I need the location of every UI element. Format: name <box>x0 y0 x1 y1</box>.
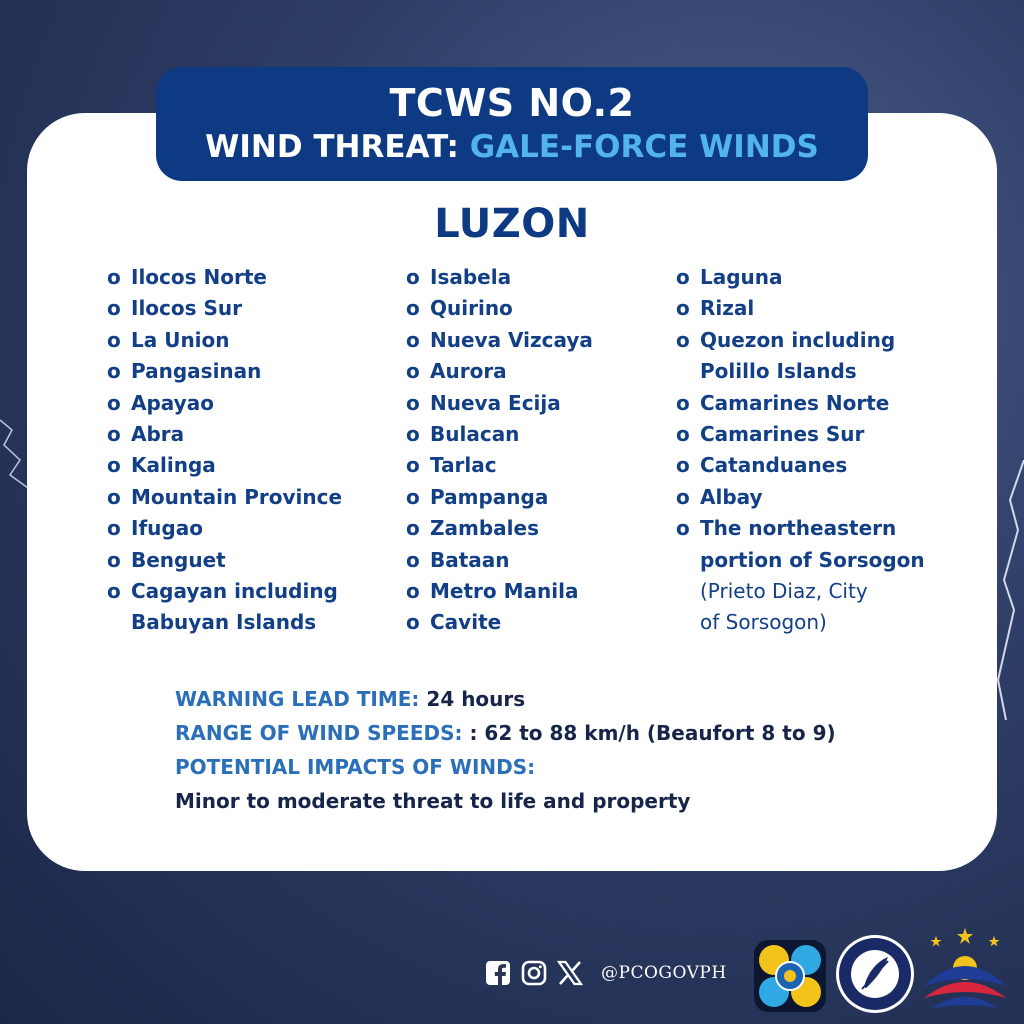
area-list-item <box>406 450 593 481</box>
area-list-column-2 <box>406 262 593 639</box>
bullet-marker: o <box>107 484 121 509</box>
area-list-item <box>406 545 593 576</box>
area-list-item <box>406 576 593 607</box>
bullet-marker: o <box>406 484 420 509</box>
area-name: Rizal <box>700 296 755 321</box>
bullet-marker: o <box>107 422 121 447</box>
area-list-item <box>676 419 925 450</box>
bullet-marker: o <box>406 359 420 384</box>
bullet-marker: o <box>107 327 121 352</box>
area-list-item <box>107 388 342 419</box>
impacts-value: Minor to moderate threat to life and property <box>175 789 691 813</box>
bullet-marker: o <box>676 327 690 352</box>
area-list-item <box>107 450 342 481</box>
area-name: Nueva Vizcaya <box>430 327 593 352</box>
bullet-marker: o <box>406 422 420 447</box>
bullet-marker: o <box>107 453 121 478</box>
area-name: Quezon including <box>700 327 896 352</box>
area-name: Ilocos Norte <box>131 265 267 289</box>
bullet-marker: o <box>406 296 420 321</box>
wind-speed-value: : 62 to 88 km/h (Beaufort 8 to 9) <box>462 721 836 745</box>
warning-info <box>175 682 836 818</box>
area-name: Abra <box>131 422 185 447</box>
bullet-marker: o <box>676 453 690 478</box>
pagasa-logo <box>752 938 828 1014</box>
bullet-marker: o <box>107 359 121 384</box>
instagram-icon[interactable] <box>521 960 547 986</box>
area-list-column-3 <box>676 262 925 639</box>
bullet-marker: o <box>107 516 121 541</box>
area-list-item <box>676 513 925 639</box>
area-name: Nueva Ecija <box>430 390 561 415</box>
area-name: Bulacan <box>430 422 520 447</box>
area-name: Zambales <box>430 516 539 541</box>
area-name-continued: portion of Sorsogon <box>700 547 925 572</box>
facebook-icon[interactable] <box>485 960 511 986</box>
impacts-row <box>175 750 836 784</box>
area-name: Pampanga <box>430 484 549 509</box>
wind-speed-label: RANGE OF WIND SPEEDS: <box>175 721 463 745</box>
area-list-item <box>107 356 342 387</box>
area-note: of Sorsogon) <box>700 610 827 635</box>
bullet-marker: o <box>406 610 420 635</box>
bagong-pilipinas-logo <box>920 926 1010 1016</box>
area-name: Pangasinan <box>131 359 262 384</box>
area-list-item <box>107 482 342 513</box>
bullet-marker: o <box>107 265 121 289</box>
area-list-item <box>107 545 342 576</box>
area-list-item <box>676 293 925 324</box>
area-list-item <box>406 293 593 324</box>
area-list-item <box>406 419 593 450</box>
bullet-marker: o <box>676 390 690 415</box>
area-list-item <box>676 482 925 513</box>
area-name-continued: Babuyan Islands <box>131 610 317 635</box>
impacts-label: POTENTIAL IMPACTS OF WINDS: <box>175 755 536 779</box>
page-title: TCWS NO.2 <box>389 81 635 125</box>
lead-time-value: 24 hours <box>419 687 526 711</box>
bullet-marker: o <box>676 296 690 321</box>
area-list-item <box>406 607 593 638</box>
bullet-marker: o <box>107 579 121 604</box>
area-list-item <box>406 482 593 513</box>
wind-threat-value: GALE-FORCE WINDS <box>469 129 819 165</box>
region-heading: LUZON <box>434 201 590 247</box>
bullet-marker: o <box>107 547 121 572</box>
area-name: Cagayan including <box>131 579 338 604</box>
area-name-continued: Polillo Islands <box>700 359 857 384</box>
bullet-marker: o <box>406 390 420 415</box>
bullet-marker: o <box>107 296 121 321</box>
social-footer <box>485 960 727 986</box>
area-name: Catanduanes <box>700 453 848 478</box>
area-list-item <box>406 356 593 387</box>
lead-time-row <box>175 682 836 716</box>
area-list-item <box>107 293 342 324</box>
bullet-marker: o <box>406 265 420 289</box>
area-list-item <box>107 576 342 639</box>
header-banner <box>156 67 868 181</box>
area-list-item <box>107 262 342 293</box>
bullet-marker: o <box>676 422 690 447</box>
bullet-marker: o <box>676 516 690 541</box>
area-list-column-1 <box>107 262 342 639</box>
area-name: Aurora <box>430 359 507 384</box>
area-name: Cavite <box>430 610 502 635</box>
area-name: Benguet <box>131 547 226 572</box>
x-icon[interactable] <box>557 960 583 986</box>
social-handle[interactable]: @PCOGOVPH <box>601 963 727 983</box>
wind-threat-label: WIND THREAT: <box>205 129 459 165</box>
area-name: Kalinga <box>131 453 216 478</box>
area-list-item <box>406 262 593 293</box>
area-list-item <box>107 419 342 450</box>
bullet-marker: o <box>406 453 420 478</box>
area-name: Apayao <box>131 390 214 415</box>
area-list-item <box>676 262 925 293</box>
area-name: Metro Manila <box>430 579 579 604</box>
area-name: Tarlac <box>430 453 497 478</box>
area-name: Camarines Norte <box>700 390 890 415</box>
bullet-marker: o <box>406 547 420 572</box>
bullet-marker: o <box>406 579 420 604</box>
area-list-item <box>676 388 925 419</box>
area-name: Albay <box>700 484 763 509</box>
area-list-item <box>107 513 342 544</box>
area-list-item <box>406 513 593 544</box>
area-name: Bataan <box>430 547 510 572</box>
area-list-item <box>406 325 593 356</box>
bullet-marker: o <box>676 484 690 509</box>
area-list-item <box>406 388 593 419</box>
bullet-marker: o <box>107 390 121 415</box>
lead-time-label: WARNING LEAD TIME: <box>175 687 420 711</box>
area-name: La Union <box>131 327 230 352</box>
bullet-marker: o <box>676 265 690 289</box>
area-name: The northeastern <box>700 516 897 541</box>
wind-threat-subtitle <box>156 129 868 165</box>
area-list-item <box>107 325 342 356</box>
area-name: Mountain Province <box>131 484 343 509</box>
area-name: Ilocos Sur <box>131 296 243 321</box>
bullet-marker: o <box>406 327 420 352</box>
area-name: Isabela <box>430 265 512 289</box>
area-name: Laguna <box>700 265 783 289</box>
wind-speed-row <box>175 716 836 750</box>
area-list-item <box>676 325 925 388</box>
area-note: (Prieto Diaz, City <box>700 579 868 604</box>
impacts-value-row <box>175 784 836 818</box>
bullet-marker: o <box>406 516 420 541</box>
area-list-item <box>676 450 925 481</box>
area-name: Ifugao <box>131 516 203 541</box>
pco-seal <box>834 933 916 1015</box>
area-name: Quirino <box>430 296 513 321</box>
area-name: Camarines Sur <box>700 422 865 447</box>
